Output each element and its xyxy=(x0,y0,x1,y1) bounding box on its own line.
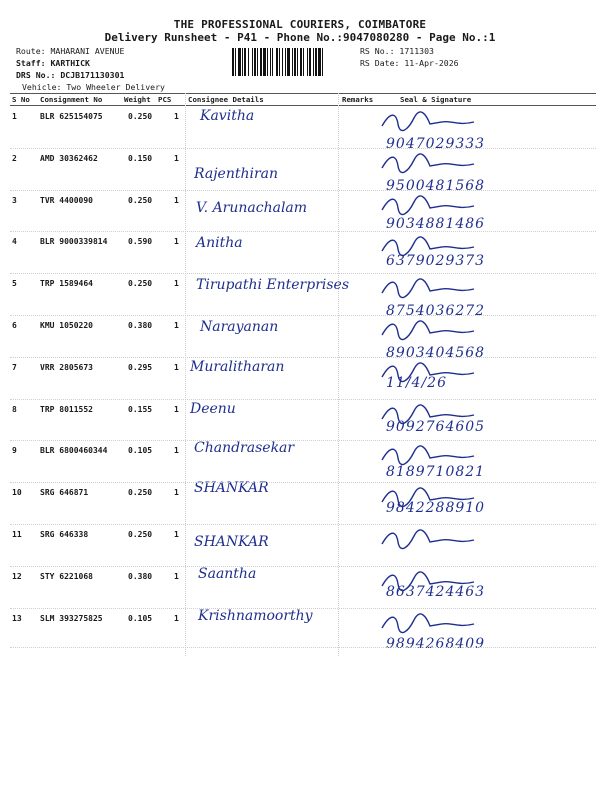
barcode-bar xyxy=(232,48,234,76)
barcode-bar xyxy=(300,48,302,76)
barcode-bar xyxy=(279,48,280,76)
row-weight: 0.590 xyxy=(128,237,153,247)
row-separator xyxy=(10,357,596,358)
row-separator xyxy=(10,190,596,191)
drs-label: DRS No.: xyxy=(16,70,56,80)
consignee-handwritten-name: Chandrasekar xyxy=(194,440,295,457)
handwritten-phone: 9500481568 xyxy=(386,177,486,194)
col-header-seal: Seal & Signature xyxy=(400,95,472,104)
table-header-rule xyxy=(10,105,596,106)
row-pcs: 1 xyxy=(174,404,179,414)
row-sno: 3 xyxy=(12,195,17,205)
barcode-bar xyxy=(313,48,314,76)
barcode-bar xyxy=(257,48,258,76)
document-subtitle: Delivery Runsheet - P41 - Phone No.:9047080280 - Page No.:1 xyxy=(104,31,496,44)
row-sno: 6 xyxy=(12,321,17,330)
row-consignment-no: TRP 1589464 xyxy=(40,279,93,289)
barcode-bar xyxy=(318,48,321,76)
col-header-consignment: Consignment No xyxy=(40,95,103,104)
row-consignment-no: BLR 625154075 xyxy=(40,112,103,121)
row-pcs: 1 xyxy=(174,362,179,372)
barcode-bar xyxy=(267,48,268,76)
barcode-bar xyxy=(307,48,308,76)
drs-value: DCJB171130301 xyxy=(60,70,125,80)
row-separator xyxy=(10,231,596,232)
handwritten-phone: 9047029333 xyxy=(386,136,486,152)
row-weight: 0.150 xyxy=(128,153,153,163)
handwritten-phone: 8637424463 xyxy=(386,583,486,600)
column-divider xyxy=(185,93,186,656)
barcode-bar xyxy=(244,48,246,76)
rs-number: RS No.: 1711303 xyxy=(360,46,434,56)
signature-scribble xyxy=(378,194,488,216)
barcode-bar xyxy=(248,48,249,76)
row-separator xyxy=(10,148,596,149)
row-pcs: 1 xyxy=(174,279,179,289)
row-separator xyxy=(10,399,596,400)
row-sno: 4 xyxy=(12,237,17,247)
row-pcs: 1 xyxy=(174,446,179,456)
document-title: THE PROFESSIONAL COURIERS, COIMBATORE xyxy=(173,18,427,31)
consignee-handwritten-name: SHANKAR xyxy=(194,480,269,497)
row-weight: 0.250 xyxy=(128,530,153,539)
consignee-handwritten-name: Saantha xyxy=(198,565,257,582)
signature-scribble xyxy=(378,612,488,634)
row-pcs: 1 xyxy=(174,321,179,330)
staff-info: Staff: KARTHICK xyxy=(16,58,90,68)
row-pcs: 1 xyxy=(174,613,179,623)
handwritten-phone: 9092764605 xyxy=(386,418,486,435)
consignee-handwritten-name: V. Arunachalam xyxy=(196,199,308,216)
barcode-bar xyxy=(297,48,298,76)
col-header-consignee: Consignee Details xyxy=(188,95,264,104)
handwritten-phone: 9034881486 xyxy=(386,215,486,232)
row-consignment-no: TVR 4400090 xyxy=(40,195,93,205)
barcode-bar xyxy=(263,48,266,76)
row-sno: 9 xyxy=(12,446,17,456)
row-weight: 0.250 xyxy=(128,488,153,498)
row-pcs: 1 xyxy=(174,237,179,247)
row-consignment-no: STY 6221068 xyxy=(40,571,93,581)
row-pcs: 1 xyxy=(174,488,179,498)
row-consignment-no: TRP 8011552 xyxy=(40,404,93,414)
barcode-bar xyxy=(238,48,241,76)
row-sno: 8 xyxy=(12,404,17,414)
row-sno: 7 xyxy=(12,362,17,372)
col-header-weight: Weight xyxy=(124,95,151,104)
row-pcs: 1 xyxy=(174,195,179,205)
row-separator xyxy=(10,273,596,274)
row-pcs: 1 xyxy=(174,571,179,581)
row-weight: 0.250 xyxy=(128,112,153,121)
handwritten-phone: 9842288910 xyxy=(386,500,486,517)
col-header-sno: S No xyxy=(12,95,30,104)
col-header-remarks: Remarks xyxy=(342,95,374,104)
barcode-bar xyxy=(303,48,304,76)
barcode-bar xyxy=(287,48,290,76)
signature-scribble xyxy=(378,319,488,341)
consignee-handwritten-name: Deenu xyxy=(190,400,236,417)
handwritten-phone: 9894268409 xyxy=(386,635,486,652)
row-sno: 13 xyxy=(12,613,22,623)
barcode-bar xyxy=(252,48,253,76)
row-consignment-no: KMU 1050220 xyxy=(40,321,93,330)
table-top-rule xyxy=(10,93,596,94)
col-header-pcs: PCS xyxy=(158,95,172,104)
row-weight: 0.380 xyxy=(128,321,153,330)
barcode-bar xyxy=(285,48,286,76)
barcode-bar xyxy=(292,48,293,76)
barcode-bar xyxy=(270,48,271,76)
row-separator xyxy=(10,482,596,483)
row-weight: 0.380 xyxy=(128,571,153,581)
consignee-handwritten-name: SHANKAR xyxy=(194,534,269,550)
handwritten-phone: 8903404568 xyxy=(386,345,486,361)
signature-scribble xyxy=(378,152,488,174)
row-pcs: 1 xyxy=(174,530,179,539)
barcode-bar xyxy=(260,48,262,76)
handwritten-phone: 8189710821 xyxy=(386,464,486,481)
barcode-bar xyxy=(282,48,283,76)
signature-scribble xyxy=(378,444,488,466)
row-sno: 5 xyxy=(12,279,17,289)
vehicle-info: Vehicle: Two Wheeler Delivery xyxy=(22,82,165,92)
barcode-bar xyxy=(242,48,243,76)
barcode xyxy=(232,48,358,76)
row-consignment-no: SLM 393275825 xyxy=(40,613,103,623)
signature-scribble xyxy=(378,110,488,132)
row-pcs: 1 xyxy=(174,153,179,163)
rs-date: RS Date: 11-Apr-2026 xyxy=(360,58,459,68)
barcode-bar xyxy=(254,48,256,76)
row-weight: 0.295 xyxy=(128,362,153,372)
row-weight: 0.105 xyxy=(128,446,153,456)
barcode-bar xyxy=(294,48,296,76)
row-weight: 0.105 xyxy=(128,613,153,623)
consignee-handwritten-name: Tirupathi Enterprises xyxy=(196,277,350,294)
barcode-bar xyxy=(315,48,317,76)
row-consignment-no: SRG 646871 xyxy=(40,488,89,498)
consignee-handwritten-name: Rajenthiran xyxy=(194,165,279,182)
handwritten-phone: 8754036272 xyxy=(386,303,486,320)
consignee-handwritten-name: Narayanan xyxy=(200,319,279,335)
row-separator xyxy=(10,566,596,567)
row-sno: 12 xyxy=(12,571,22,581)
handwritten-phone: 6379029373 xyxy=(386,253,486,270)
row-weight: 0.250 xyxy=(128,279,153,289)
consignee-handwritten-name: Muralitharan xyxy=(190,358,285,375)
row-separator xyxy=(10,315,596,316)
row-sno: 1 xyxy=(12,112,17,121)
barcode-bar xyxy=(322,48,323,76)
drs-info xyxy=(16,70,124,80)
table-bottom-rule xyxy=(10,647,596,648)
row-weight: 0.250 xyxy=(128,195,153,205)
row-separator xyxy=(10,608,596,609)
row-weight: 0.155 xyxy=(128,404,153,414)
row-sno: 2 xyxy=(12,153,17,163)
route-info: Route: MAHARANI AVENUE xyxy=(16,46,125,56)
signature-scribble xyxy=(378,277,488,299)
row-separator xyxy=(10,440,596,441)
signature-scribble xyxy=(378,528,488,550)
barcode-bar xyxy=(272,48,273,76)
consignee-handwritten-name: Krishnamoorthy xyxy=(198,607,313,624)
barcode-bar xyxy=(276,48,278,76)
row-consignment-no: BLR 6800460344 xyxy=(40,446,108,456)
consignee-handwritten-name: Anitha xyxy=(196,235,243,252)
row-sno: 11 xyxy=(12,530,22,539)
row-consignment-no: BLR 9000339814 xyxy=(40,237,108,247)
handwritten-phone: 11/4/26 xyxy=(386,374,447,391)
row-consignment-no: SRG 646338 xyxy=(40,530,89,539)
row-consignment-no: AMD 30362462 xyxy=(40,153,98,163)
barcode-bar xyxy=(309,48,311,76)
row-separator xyxy=(10,524,596,525)
barcode-bar xyxy=(235,48,236,76)
row-pcs: 1 xyxy=(174,112,179,121)
row-consignment-no: VRR 2805673 xyxy=(40,362,93,372)
consignee-handwritten-name: Kavitha xyxy=(200,108,255,124)
column-divider xyxy=(338,93,339,656)
row-sno: 10 xyxy=(12,488,22,498)
